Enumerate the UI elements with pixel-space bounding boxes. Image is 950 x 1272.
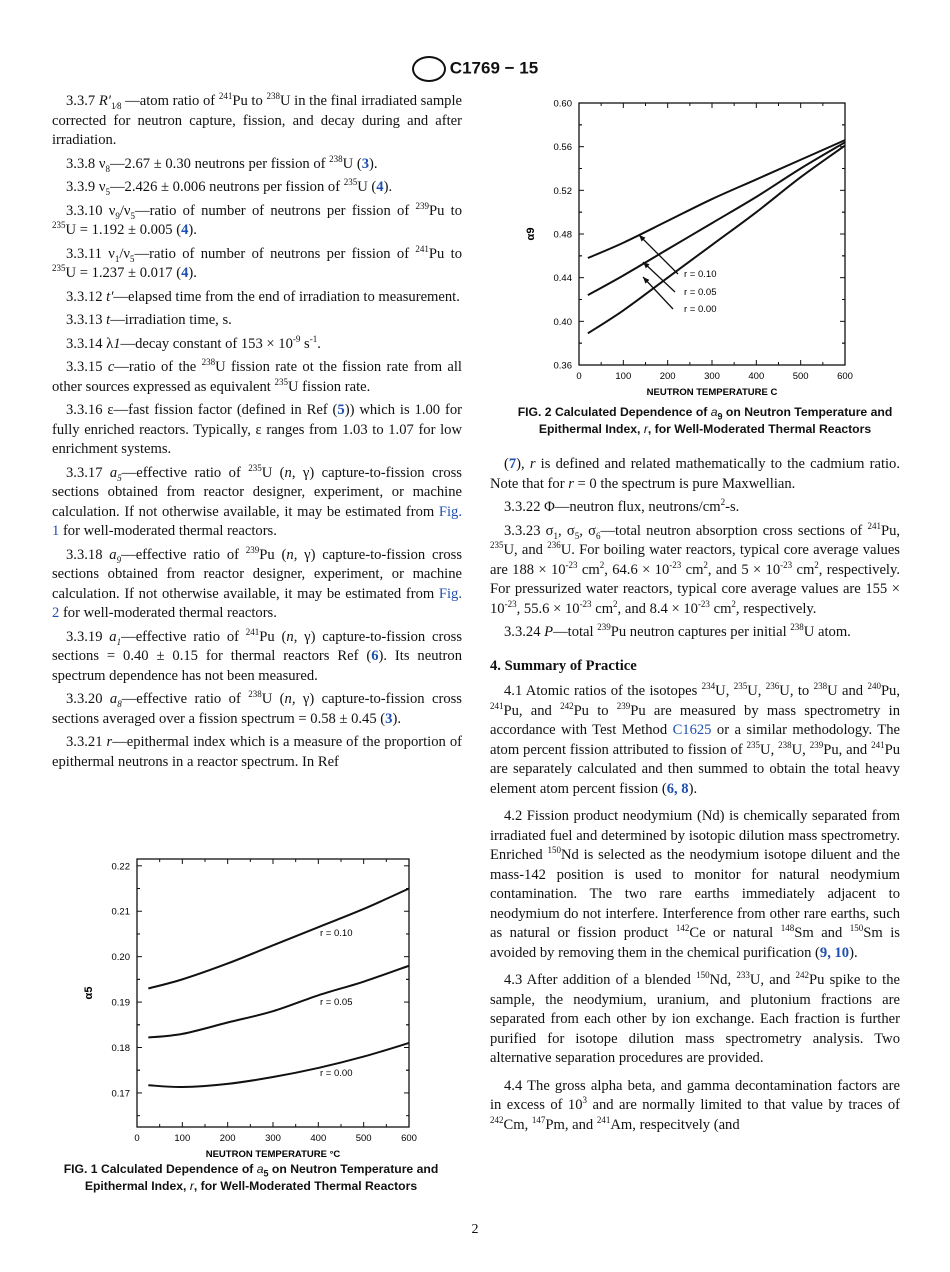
right-column — [490, 455, 900, 1143]
series-line-005 — [148, 966, 409, 1038]
figure-1-caption: FIG. 1 Calculated Dependence of $a_5$ on Neutron Temperature and Epithermal Index, r, for Well-Moderated Thermal Reactors — [63, 1162, 439, 1193]
x-tick-label: 300 — [704, 371, 720, 382]
figure-1-chart — [83, 845, 430, 1160]
figure-2-caption: FIG. 2 Calculated Dependence of $a_9$ on Neutron Temperature and Epithermal Index, r, for Well-Moderated Thermal Reactors — [517, 405, 893, 436]
paragraph: 3.3.18 $a_9—effective$ ratio of $^{239}$Pu (n, γ) capture-to-fission cross sections obtained from reactor designer, experiment, or machine calculation. If not otherwise available, it may be estimated from Fig. 2 for well-moderated thermal reactors. — [52, 544, 463, 621]
y-tick-label: 0.48 — [553, 229, 572, 241]
paragraph: 3.3.21 r—epithermal index which is a measure of the proportion of epithermal neutrons in a reactor spectrum. In Ref — [52, 734, 462, 770]
y-tick-label: 0.18 — [111, 1043, 130, 1055]
paragraph: 4.2 Fission product neodymium (Nd) is chemically separated from irradiated fuel and determined by isotopic dilution mass spectrometry. Enriched $^{150}$Nd is selected as the neodymium isotope diluent and the mass-142 position is used to monitor for natural neodymium contamination. The two rare earths immediately adjacent to neodymium do not interfere. Interference from other rare earths, such as natural or fission product $^{142}$Ce or natural $^{148}$Sm and $^{150}$Sm is avoided by removing them in the chemical purification (9, 10). — [490, 808, 901, 961]
paragraph: 3.3.12 t′—elapsed time from the end of irradiation to measurement. — [66, 288, 460, 305]
series-label: r = 0.10 — [684, 269, 717, 280]
astm-logo — [412, 56, 446, 82]
x-tick-label: 500 — [792, 371, 809, 382]
series-label: r = 0.10 — [320, 928, 353, 939]
x-axis-label: NEUTRON TEMPERATURE °C — [205, 1149, 341, 1160]
x-tick-label: 200 — [219, 1133, 236, 1144]
paragraph: 3.3.7 $R'_{1⁄8}$ —atom ratio of $^{241}$Pu to $^{238}$U in the final irradiated sample corrected for neutron capture, fission, and decay during and after irradiation. — [52, 91, 463, 148]
series-label: r = 0.00 — [684, 304, 717, 315]
x-tick-label: 100 — [174, 1133, 191, 1144]
y-tick-label: 0.60 — [553, 98, 572, 110]
y-tick-label: 0.19 — [111, 997, 130, 1009]
x-tick-label: 0 — [134, 1133, 140, 1144]
standard-designation: C1769 − 15 — [449, 58, 539, 78]
y-tick-label: 0.36 — [553, 360, 572, 372]
y-tick-label: 0.40 — [553, 316, 572, 328]
paragraph: 4.4 The gross alpha beta, and gamma decontamination factors are in excess of $10^3$ and are normally limited to that value by traces of $^{242}$Cm, $^{147}$Pm, and $^{241}$Am, respecitvely (and — [490, 1077, 900, 1133]
x-tick-label: 100 — [615, 371, 632, 382]
paragraph: 3.3.11 $\nu_1/\nu_5—ratio$ of number of neutrons per fission of $^{241}$Pu to $^{235}$U = 1.237 ± 0.017 (4). — [52, 243, 462, 281]
y-tick-label: 0.52 — [553, 185, 572, 197]
paragraph: (7), r is defined and related mathematically to the cadmium ratio. Note that for r = 0 the spectrum is pure Maxwellian. — [490, 456, 900, 492]
paragraph: 3.3.19 $a_1—effective$ ratio of $^{241}$Pu (n, γ) capture-to-fission cross sections = 0.40 ± 0.15 for thermal reactors Ref (6). Its neutron spectrum dependence has not been measured. — [52, 626, 463, 684]
series-line-010 — [588, 140, 845, 258]
paragraph: 3.3.16 ε—fast fission factor (defined in Ref (5)) which is 1.00 for fully enriched reactors. Typically, ε ranges from 1.03 to 1.07 for low enrichment systems. — [52, 402, 462, 457]
x-tick-label: 600 — [837, 371, 853, 382]
x-tick-label: 300 — [265, 1133, 281, 1144]
paragraph: 3.3.13 t—irradiation time, s. — [66, 312, 232, 328]
x-tick-label: 0 — [576, 371, 582, 382]
y-tick-label: 0.56 — [553, 142, 572, 154]
page-header — [0, 56, 950, 82]
paragraph: 3.3.9 $\nu_5—2.426 \pm 0.006$ neutrons per fission of $^{235}$U (4). — [66, 177, 393, 197]
x-axis-label: NEUTRON TEMPERATURE C — [646, 387, 778, 398]
paragraph: 3.3.22 Φ—neutron flux, neutrons/$cm^2-s$. — [504, 497, 740, 515]
paragraph: 3.3.15 c—ratio of the $^{238}$U fission rate ot the fission rate from all other sources expressed as equivalent $^{235}$U fission rate. — [52, 357, 462, 395]
x-tick-label: 200 — [659, 371, 676, 382]
series-line-000 — [148, 1043, 409, 1087]
paragraph: 3.3.24 P—total $^{239}$Pu neutron captures per initial $^{238}$U atom. — [504, 622, 851, 640]
paragraph: 3.3.23 $\sigma_1$, $\sigma_5$, $\sigma_6—total$ neutron absorption cross sections of $^{241}$Pu, $^{235}$U, and $^{236}$U. For boiling water reactors, typical core average values are $188 \times 10^{-23}$ $cm^2$, $64.6 \times 10^{-23}$ $cm^2$, and $5 \times 10^{-23}$ $cm^2$, respectively. For pressurized water reactors, typical core average values are $155 \times 10^{-23}$, $55.6 \times 10^{-23}$ $cm^2$, and $8.4 \times 10^{-23}$ $cm^2$, respectively. — [490, 520, 901, 617]
section-heading: 4. Summary of Practice — [490, 657, 637, 674]
paragraph: 3.3.10 $\nu_9/\nu_5—ratio$ of number of neutrons per fission of $^{239}$Pu to $^{235}$U = 1.192 ± 0.005 (4). — [52, 200, 463, 238]
paragraph: 4.1 Atomic ratios of the isotopes $^{234}$U, $^{235}$U, $^{236}$U, to $^{238}$U and $^{240}$Pu, $^{241}$Pu, and $^{242}$Pu to $^{239}$Pu are measured by mass spectrometry in accordance with Test Method C1625 or a similar methodology. The atom percent fission attributed to fission of $^{235}$U, $^{238}$U, $^{239}$Pu, and $^{241}$Pu are separately calculated and then summed to obtain the total heavy element atom percent fission (6, 8). — [490, 681, 901, 797]
paragraph: 3.3.20 $a_8—effective$ ratio of $^{238}$U (n, γ) capture-to-fission cross sections averaged over a fission spectrum = 0.58 ± 0.45 (3). — [52, 689, 462, 727]
x-tick-label: 600 — [401, 1133, 417, 1144]
page-number: 2 — [471, 1222, 479, 1237]
x-tick-label: 400 — [748, 371, 765, 382]
y-tick-label: 0.44 — [553, 273, 572, 285]
paragraph: 4.3 After addition of a blended $^{150}$Nd, $^{233}$U, and $^{242}$Pu spike to the sample, the neodymium, uranium, and plutonium fractions are separated from each other by ion exchange. Each fraction is further purified for isotope dilution mass spectrometry analysis. Two alternative separation procedures are provided. — [490, 970, 900, 1066]
plot-frame — [579, 103, 845, 365]
paragraph: 3.3.14 λ1—decay constant of $153 \times 10^{-9}$ $s^{-1}$. — [66, 333, 321, 352]
series-label: r = 0.00 — [320, 1068, 353, 1079]
y-tick-label: 0.17 — [111, 1088, 130, 1100]
series-label: r = 0.05 — [320, 997, 353, 1008]
left-column — [52, 92, 462, 772]
paragraph: 3.3.17 $a_5—effective$ ratio of $^{235}$U (n, γ) capture-to-fission cross sections obtained from reactor designer, experiment, or machine calculation. If not otherwise available, it may be estimated from Fig. 1 for well-moderated thermal reactors. — [52, 462, 462, 539]
y-axis-label: α5 — [83, 986, 95, 1000]
y-axis-label: α9 — [525, 227, 537, 241]
y-tick-label: 0.20 — [111, 952, 130, 964]
paragraph: 3.3.8 $\nu_8—2.67 \pm 0.30$ neutrons per fission of $^{238}$U (3). — [66, 153, 378, 174]
x-tick-label: 400 — [310, 1133, 327, 1144]
y-tick-label: 0.21 — [111, 906, 130, 918]
series-label: r = 0.05 — [684, 287, 717, 298]
y-tick-label: 0.22 — [111, 861, 130, 873]
series-line-010 — [148, 889, 409, 989]
figure-2-chart — [525, 92, 870, 402]
x-tick-label: 500 — [355, 1133, 372, 1144]
